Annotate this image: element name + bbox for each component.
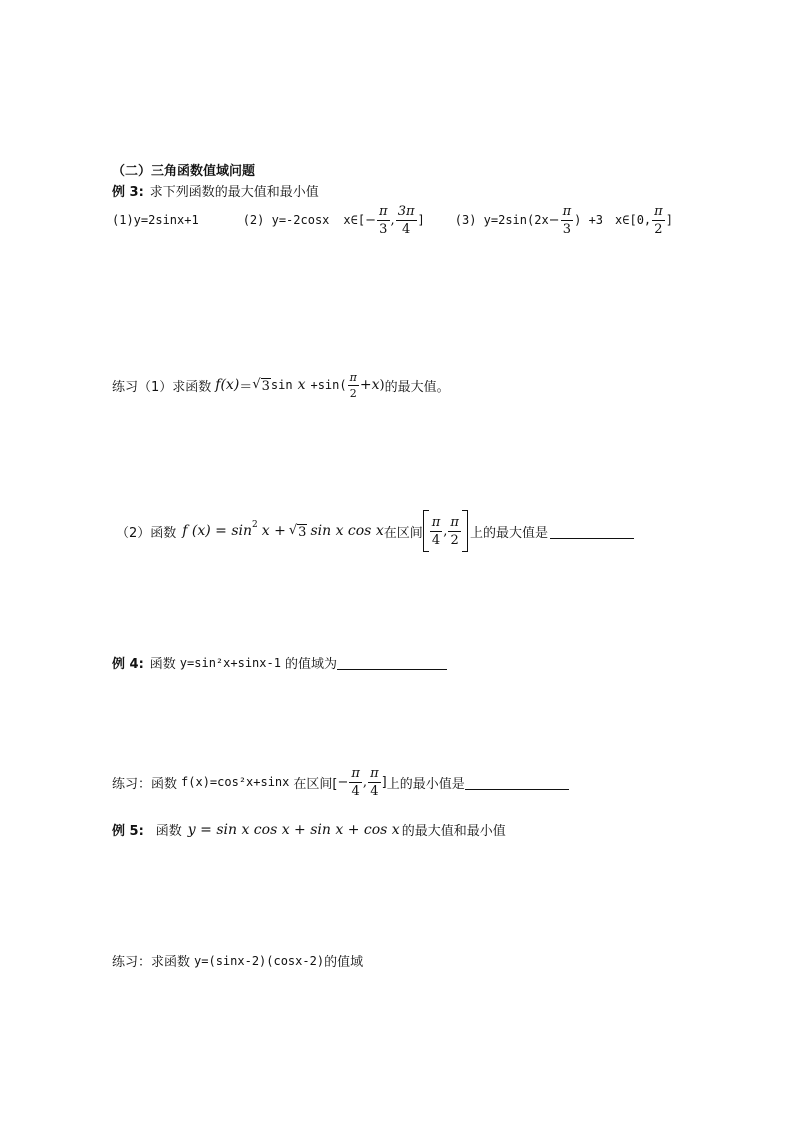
answer-blank[interactable] (337, 655, 447, 670)
fraction-denominator: 4 (431, 532, 441, 548)
practice-4-formula: y=(sinx-2)(cosx-2) (194, 953, 325, 968)
problem-3-interval-open: x∈[0, (615, 213, 652, 227)
practice-4-suffix: 的值域 (324, 955, 364, 970)
fraction-numerator: 3π (397, 203, 415, 219)
problem-3-interval-close: ] (665, 213, 673, 227)
fraction-pi-over-4 (368, 767, 381, 798)
example-3-problems (112, 200, 673, 240)
practice-3-formula: f(x)=cos²x+sinx (181, 775, 290, 789)
example-5-formula: y = sin x cos x + sin x + cos x (187, 821, 400, 838)
example-label: 例 5: (112, 824, 144, 839)
example-text: 求下列函数的最大值和最小值 (149, 185, 319, 200)
comma: , (443, 523, 448, 539)
example-5-prefix: 函数 (155, 824, 182, 839)
practice-2-prefix: （2）函数 (116, 525, 177, 541)
practice-4-prefix: 练习：求函数 (112, 955, 191, 970)
problem-2-interval-close: ] (417, 213, 425, 227)
problem-2-interval-open: x∈[ (343, 213, 366, 227)
fraction-pi-over-3 (561, 205, 574, 236)
radicand: 3 (298, 524, 307, 540)
fraction-numerator: π (450, 514, 459, 530)
fraction-denominator: 2 (654, 221, 663, 237)
fraction-denominator: 3 (562, 221, 571, 237)
close-paren: ) (379, 377, 385, 393)
problem-3: (3) y=2sin(2x (454, 213, 549, 227)
fraction-denominator: 4 (370, 783, 379, 799)
fraction-denominator: 3 (379, 221, 388, 237)
plus-sin-text: +sin( (310, 378, 347, 392)
practice-4 (112, 951, 363, 970)
radicand: 3 (261, 378, 270, 394)
practice-3-suffix: 上的最小值是 (386, 776, 465, 792)
fraction-numerator: π (349, 370, 357, 384)
section-title-text: （二）三角函数值域问题 (112, 164, 256, 179)
plus-x: +x (359, 377, 380, 393)
fraction-numerator: π (431, 514, 441, 530)
example-4-suffix: 的值域为 (284, 657, 337, 672)
fraction-pi-over-3 (377, 205, 390, 236)
problem-2: (2) y=-2cosx (242, 213, 330, 227)
practice-3-prefix: 练习：函数 (112, 776, 178, 792)
minus-sign: − (548, 212, 560, 228)
comma: , (390, 212, 395, 228)
example-label: 例 3: (112, 185, 144, 200)
example-4 (112, 653, 447, 672)
fraction-pi-over-2 (348, 372, 359, 399)
practice-2 (116, 508, 634, 554)
exponent: 2 (252, 520, 258, 530)
practice-1 (112, 366, 450, 404)
fraction-denominator: 2 (450, 532, 459, 548)
fraction-numerator: π (370, 765, 379, 781)
fraction-pi-over-4 (349, 767, 362, 798)
interval-close: ] (381, 774, 387, 790)
example-label: 例 4: (112, 657, 144, 672)
fraction-denominator: 2 (349, 386, 357, 400)
example-4-formula: y=sin²x+sinx-1 (179, 655, 281, 670)
sin-text: sin (270, 378, 293, 392)
fraction-3pi-over-4 (396, 205, 417, 236)
sqrt-3: √ 3 (288, 522, 307, 540)
left-bracket (423, 510, 429, 552)
fraction-numerator: π (562, 203, 572, 219)
function-name: f(x) (215, 377, 240, 393)
formula-part: f (x) = sin (182, 523, 253, 539)
section-title (112, 160, 255, 179)
fraction-pi-over-2 (652, 205, 665, 236)
formula-part: x + (261, 523, 286, 539)
right-bracket (462, 510, 468, 552)
formula-part: sin x cos x (310, 523, 384, 539)
answer-blank[interactable] (465, 775, 569, 790)
fraction-pi-over-2 (448, 516, 461, 547)
example-5-suffix: 的最大值和最小值 (401, 824, 506, 839)
example-3-heading (112, 181, 319, 200)
practice-1-prefix: 练习（1）求函数 (112, 379, 212, 395)
problem-1: (1)y=2sinx+1 (112, 213, 199, 227)
minus-sign: − (365, 212, 376, 228)
equals-sign: ＝ (239, 379, 253, 395)
variable-x: x (297, 377, 306, 393)
example-5 (112, 820, 506, 839)
fraction-denominator: 4 (401, 221, 411, 237)
interval-text: 在区间 (383, 525, 423, 541)
fraction-numerator: π (379, 203, 388, 219)
fraction-denominator: 4 (351, 783, 360, 799)
minus-sign: − (337, 774, 349, 790)
fraction-pi-over-4 (430, 516, 443, 547)
practice-1-suffix: 的最大值。 (384, 379, 450, 395)
practice-2-suffix: 上的最大值是 (469, 525, 548, 541)
practice-3 (112, 762, 569, 802)
example-4-prefix: 函数 (149, 657, 176, 672)
answer-blank[interactable] (550, 524, 634, 539)
interval-text: 在区间[ (293, 776, 338, 792)
sqrt-3: √ 3 (252, 376, 270, 394)
comma: , (362, 774, 368, 790)
problem-3-tail: ) +3 (574, 213, 604, 227)
fraction-numerator: π (351, 765, 360, 781)
fraction-numerator: π (654, 203, 663, 219)
